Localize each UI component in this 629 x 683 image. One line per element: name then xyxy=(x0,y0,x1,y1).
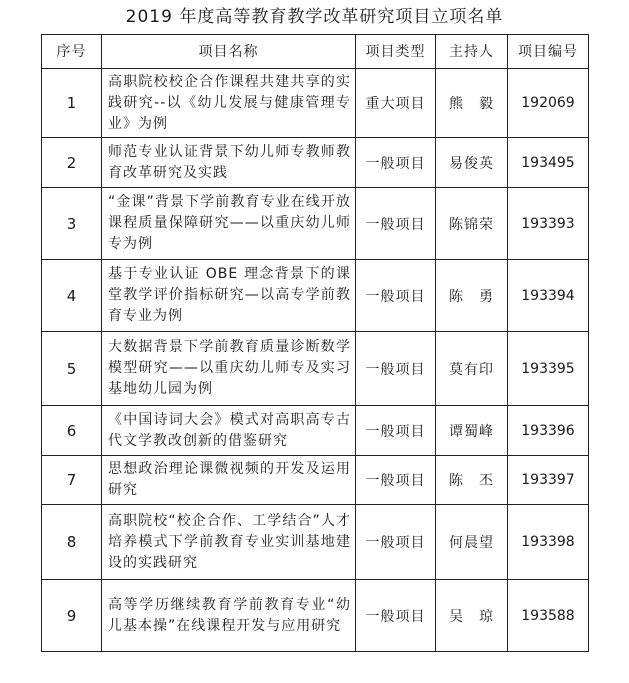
table-row xyxy=(42,456,589,505)
row-host: 易俊英 xyxy=(436,138,508,188)
row-project-name: “金课”背景下学前教育专业在线开放课程质量保障研究——以重庆幼儿师专为例 xyxy=(102,188,356,260)
row-host: 吴 琼 xyxy=(436,580,508,652)
table-row xyxy=(42,580,589,652)
table-row xyxy=(42,332,589,406)
row-project-name: 高职院校“校企合作、工学结合”人才培养模式下学前教育专业实训基地建设的实践研究 xyxy=(102,505,356,580)
row-project-type: 一般项目 xyxy=(356,505,436,580)
row-project-name: 基于专业认证 OBE 理念背景下的课堂教学评价指标研究—以高专学前教育专业为例 xyxy=(102,260,356,332)
row-seq: 6 xyxy=(42,406,102,456)
row-host: 谭蜀峰 xyxy=(436,406,508,456)
row-seq: 8 xyxy=(42,505,102,580)
row-project-type: 一般项目 xyxy=(356,406,436,456)
table-row xyxy=(42,505,589,580)
header-host: 主持人 xyxy=(436,35,508,69)
row-project-type: 一般项目 xyxy=(356,332,436,406)
row-seq: 1 xyxy=(42,69,102,138)
row-project-code: 193588 xyxy=(508,580,589,652)
row-host: 何晨望 xyxy=(436,505,508,580)
row-seq: 3 xyxy=(42,188,102,260)
row-host: 陈 勇 xyxy=(436,260,508,332)
table-row xyxy=(42,138,589,188)
row-project-name: 高职院校校企合作课程共建共享的实践研究--以《幼儿发展与健康管理专业》为例 xyxy=(102,69,356,138)
row-project-code: 193397 xyxy=(508,456,589,505)
project-table xyxy=(41,34,589,652)
row-project-name: 《中国诗词大会》模式对高职高专古代文学教改创新的借鉴研究 xyxy=(102,406,356,456)
header-row xyxy=(42,35,589,69)
row-project-code: 193395 xyxy=(508,332,589,406)
row-project-name: 高等学历继续教育学前教育专业“幼儿基本操”在线课程开发与应用研究 xyxy=(102,580,356,652)
row-project-name: 师范专业认证背景下幼儿师专教师教育改革研究及实践 xyxy=(102,138,356,188)
row-project-code: 192069 xyxy=(508,69,589,138)
row-project-name: 大数据背景下学前教育质量诊断数学模型研究——以重庆幼儿师专及实习基地幼儿园为例 xyxy=(102,332,356,406)
row-project-type: 一般项目 xyxy=(356,188,436,260)
table-row xyxy=(42,260,589,332)
row-project-code: 193393 xyxy=(508,188,589,260)
row-project-type: 重大项目 xyxy=(356,69,436,138)
row-project-name: 思想政治理论课微视频的开发及运用研究 xyxy=(102,456,356,505)
row-seq: 5 xyxy=(42,332,102,406)
row-project-type: 一般项目 xyxy=(356,580,436,652)
row-seq: 7 xyxy=(42,456,102,505)
header-code: 项目编号 xyxy=(508,35,589,69)
row-project-code: 193398 xyxy=(508,505,589,580)
document-title: 2019 年度高等教育教学改革研究项目立项名单 xyxy=(125,7,504,27)
row-host: 莫有印 xyxy=(436,332,508,406)
row-project-type: 一般项目 xyxy=(356,456,436,505)
table-row xyxy=(42,406,589,456)
row-project-code: 193394 xyxy=(508,260,589,332)
row-host: 熊 毅 xyxy=(436,69,508,138)
row-host: 陈 丕 xyxy=(436,456,508,505)
header-seq: 序号 xyxy=(42,35,102,69)
row-seq: 2 xyxy=(42,138,102,188)
header-name: 项目名称 xyxy=(102,35,356,69)
row-project-type: 一般项目 xyxy=(356,138,436,188)
table-row xyxy=(42,188,589,260)
row-seq: 4 xyxy=(42,260,102,332)
header-type: 项目类型 xyxy=(356,35,436,69)
table-row xyxy=(42,69,589,138)
row-host: 陈锦荣 xyxy=(436,188,508,260)
row-project-code: 193396 xyxy=(508,406,589,456)
row-project-code: 193495 xyxy=(508,138,589,188)
row-seq: 9 xyxy=(42,580,102,652)
row-project-type: 一般项目 xyxy=(356,260,436,332)
